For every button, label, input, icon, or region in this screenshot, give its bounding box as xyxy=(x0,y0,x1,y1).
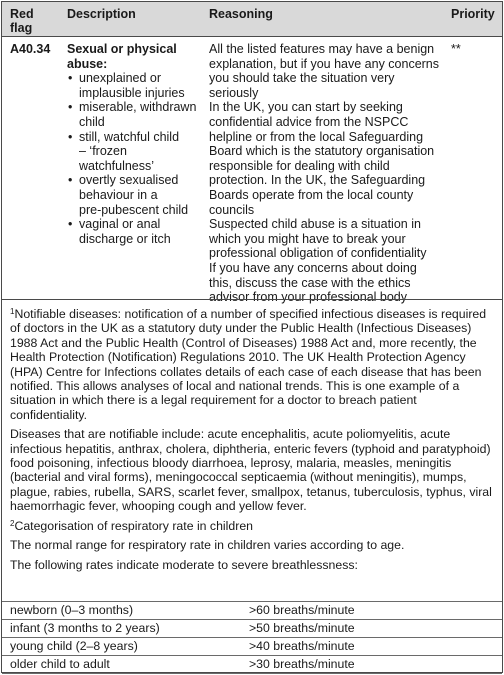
table-header xyxy=(2,2,502,37)
age-group: newborn (0–3 months) xyxy=(10,603,134,617)
reasoning-line: Suspected child abuse is a situation in xyxy=(209,217,421,232)
footnote-line: confidentiality. xyxy=(10,407,88,422)
feature-line: vaginal or anal xyxy=(79,217,161,232)
reasoning-line: which you might have to break your xyxy=(209,231,406,246)
footnote-line: (HPA) Centre for Infections collates details of each case of each disease that has been xyxy=(10,364,482,379)
title-line: Sexual or physical xyxy=(67,42,177,56)
reasoning-line: All the listed features may have a benign xyxy=(209,42,435,56)
table-row xyxy=(2,601,502,619)
footnote-respiratory-rate xyxy=(10,519,494,533)
normal-range-text: The normal range for respiratory rate in children varies according to age. xyxy=(10,538,405,553)
table-row xyxy=(2,637,502,655)
feature-line: watchfulness’ xyxy=(79,158,155,173)
feature-line: – ‘frozen xyxy=(79,144,127,159)
footnote-line: 1988 Act and the Public Health (Control of Diseases) 1988 Act and, more recently, the xyxy=(10,335,477,350)
feature-item xyxy=(67,130,202,174)
rate-threshold: >60 breaths/minute xyxy=(249,603,355,617)
footnote-notifiable-diseases xyxy=(10,307,494,422)
reasoning-line: explanation, but if you have any concerns xyxy=(209,56,440,71)
notifiable-diseases-list xyxy=(10,427,494,513)
reasoning-line: this, discuss the case with the ethics xyxy=(209,275,411,290)
reasoning-line: helpline or from the local Safeguarding xyxy=(209,129,424,144)
header-priority: Priority xyxy=(451,7,495,21)
reasoning-line: advisor from your professional body xyxy=(209,290,408,305)
footnote-line: haemorrhagic fever, whooping cough and yellow fever. xyxy=(10,499,307,514)
footnote-line: situation in which there is a legal requirement for a doctor to breach patient xyxy=(10,393,417,408)
footnote-line: infectious hepatitis, anthrax, cholera, diphtheria, enteric fevers (typhoid and paratyphoid) xyxy=(10,441,491,456)
table-row xyxy=(2,37,502,305)
red-flag-code: A40.34 xyxy=(10,42,51,56)
table-row xyxy=(2,655,502,674)
section-divider xyxy=(2,299,502,300)
feature-line: overtly sexualised xyxy=(79,173,179,188)
feature-line: miserable, withdrawn xyxy=(79,100,197,115)
rate-threshold: >50 breaths/minute xyxy=(249,621,355,635)
feature-item xyxy=(67,71,202,100)
reasoning-line: seriously xyxy=(209,85,259,100)
header-reasoning: Reasoning xyxy=(209,7,273,21)
header-red-flag xyxy=(10,7,34,35)
reasoning-line: councils xyxy=(209,202,255,217)
age-group: older child to adult xyxy=(10,657,110,671)
footnote-line: Health Protection (Notification) Regulations 2010. The UK Health Protection Agency xyxy=(10,350,466,365)
reasoning-paragraph xyxy=(209,100,441,217)
footnotes xyxy=(10,307,494,577)
feature-line: implausible injuries xyxy=(79,85,185,100)
footnote-line: food poisoning, infectious bloody diarrhoea, leprosy, malaria, measles, meningitis xyxy=(10,456,452,471)
reasoning-line: confidential advice from the NSPCC xyxy=(209,114,409,129)
reasoning-line: professional obligation of confidentiality xyxy=(209,246,427,261)
reasoning-line: Boards operate from the local county xyxy=(209,187,414,202)
age-group: young child (2–8 years) xyxy=(10,639,138,653)
footnote-title: Categorisation of respiratory rate in children xyxy=(14,518,253,533)
footnote-line: of doctors in the UK as a statutory duty under the Public Health (Infectious Diseases) xyxy=(10,321,472,336)
feature-line: pre-pubescent child xyxy=(79,202,189,217)
rate-threshold: >30 breaths/minute xyxy=(249,657,355,671)
feature-list xyxy=(67,71,202,246)
feature-item xyxy=(67,217,202,246)
description-cell xyxy=(67,42,202,246)
header-red-flag-line: flag xyxy=(10,21,33,35)
reasoning-line: protection. In the UK, the Safeguarding xyxy=(209,173,426,188)
reasoning-paragraph xyxy=(209,42,441,100)
reasoning-line: In the UK, you can start by seeking xyxy=(209,100,403,115)
footnote-line: notified. This allows analyses of local and national trends. This is one example of a xyxy=(10,379,460,394)
reasoning-line: responsible for dealing with child xyxy=(209,158,390,173)
footnote-line: plague, rabies, rubella, SARS, scarlet fever, smallpox, tetanus, tuberculosis, typhus, viral xyxy=(10,484,492,499)
feature-line: unexplained or xyxy=(79,71,162,86)
footnote-line: Diseases that are notifiable include: acute encephalitis, acute poliomyelitis, acute xyxy=(10,427,451,442)
footnote-line: Notifiable diseases: notification of a number of specified infectious diseases is required xyxy=(14,307,487,321)
description-title xyxy=(67,42,202,71)
reasoning-line: Board which is the statutory organisation xyxy=(209,144,435,159)
document-page xyxy=(1,1,503,673)
reasoning-line: you should take the situation very xyxy=(209,71,395,86)
reasoning-cell xyxy=(209,42,441,305)
reasoning-line: If you have any concerns about doing xyxy=(209,260,417,275)
feature-line: still, watchful child xyxy=(79,129,180,144)
title-line: abuse: xyxy=(67,56,108,71)
age-group: infant (3 months to 2 years) xyxy=(10,621,160,635)
feature-line: behaviour in a xyxy=(79,187,158,202)
respiratory-rate-table xyxy=(2,601,502,674)
footnote-line: (bacterial and viral forms), meningococcal septicaemia (without meningitis), mumps, xyxy=(10,470,467,485)
header-red-flag-line: Red xyxy=(10,7,34,21)
footnote-marker: 1 xyxy=(10,307,15,316)
reasoning-paragraph xyxy=(209,217,441,261)
footnote-marker: 2 xyxy=(10,518,15,528)
priority-value: ** xyxy=(451,42,461,56)
feature-item xyxy=(67,173,202,217)
rate-threshold: >40 breaths/minute xyxy=(249,639,355,653)
rates-intro-text: The following rates indicate moderate to severe breathlessness: xyxy=(10,557,358,572)
header-description: Description xyxy=(67,7,136,21)
feature-item xyxy=(67,100,202,129)
feature-line: child xyxy=(79,114,105,129)
table-row xyxy=(2,619,502,637)
feature-line: discharge or itch xyxy=(79,231,171,246)
